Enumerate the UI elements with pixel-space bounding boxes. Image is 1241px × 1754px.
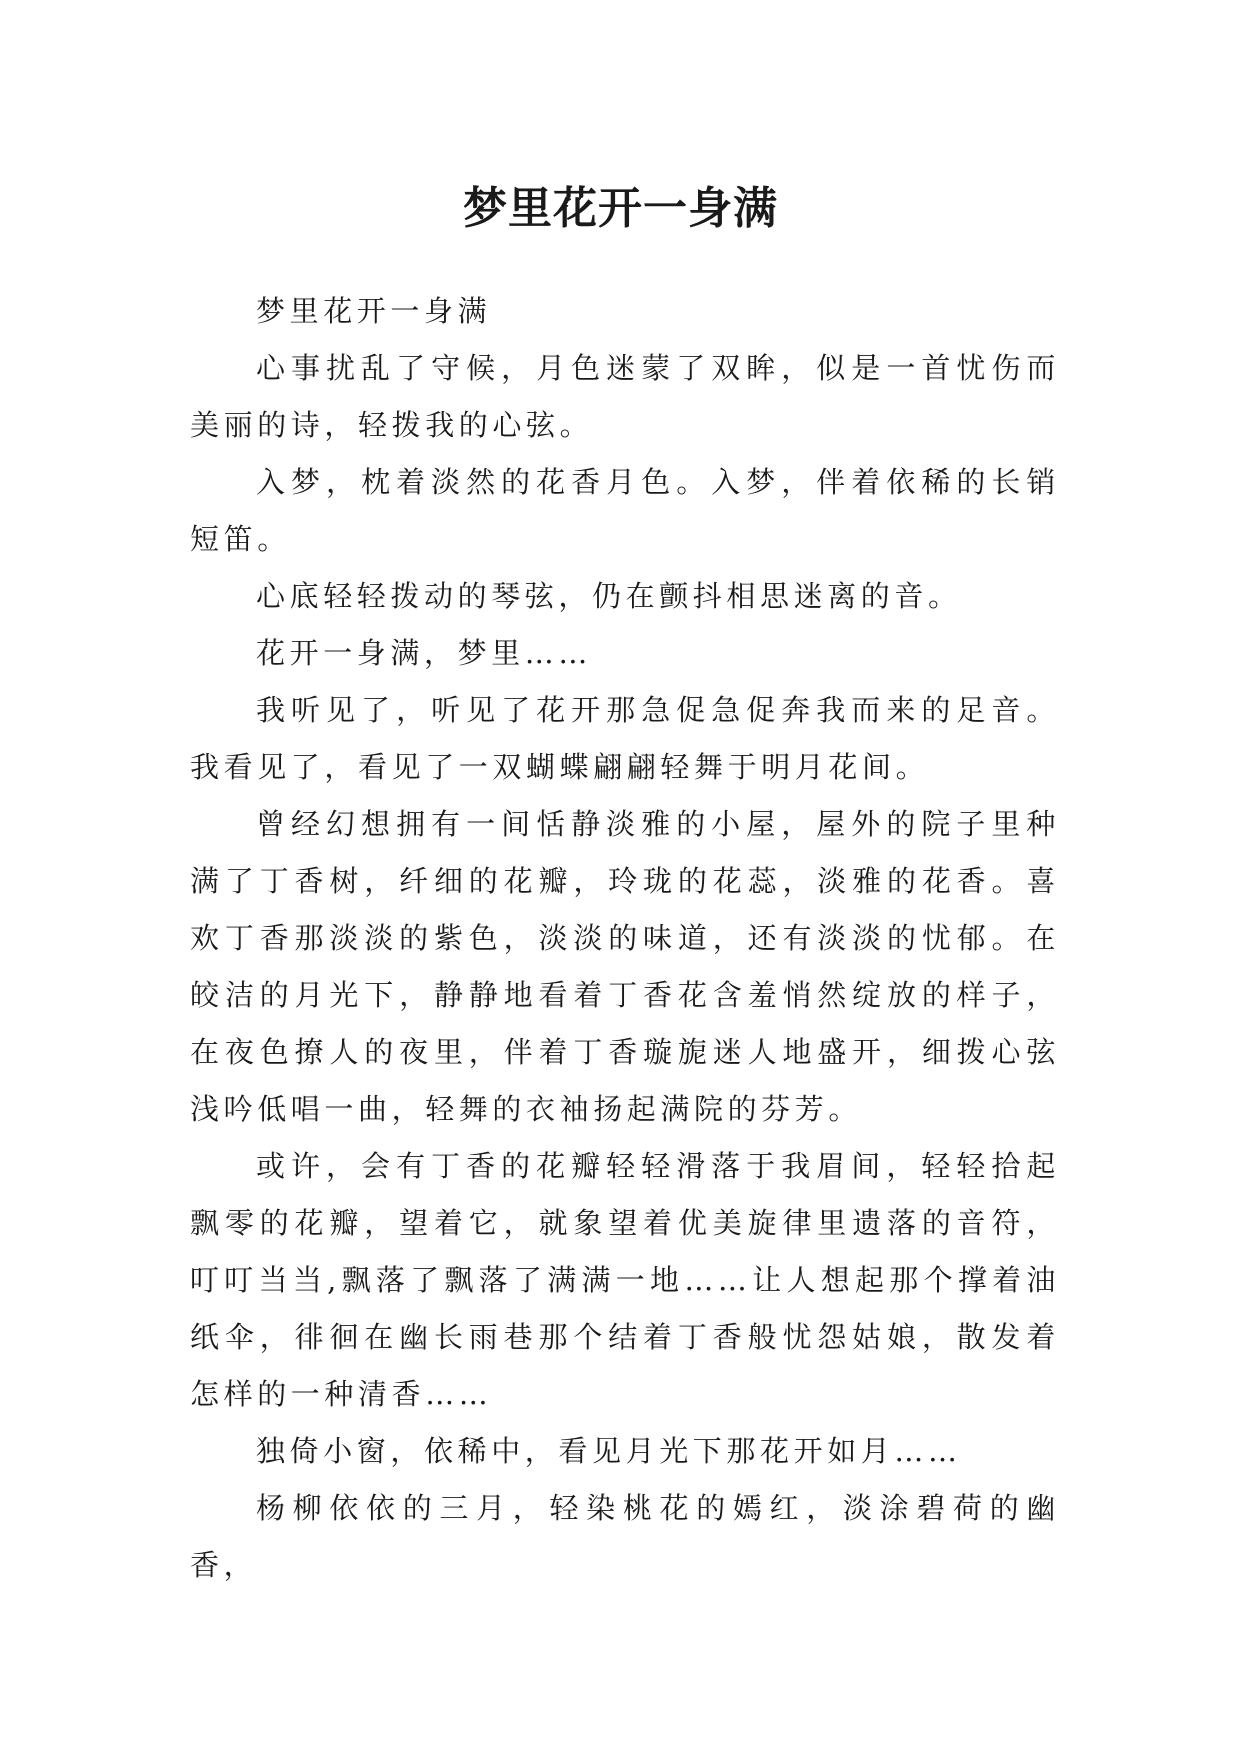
paragraph: 梦里花开一身满 xyxy=(256,294,492,328)
document-body xyxy=(190,283,1060,1594)
paragraph: 我听见了，听见了花开那急促急促奔我而来的足音。我看见了，看见了一双蝴蝶翩翩轻舞于明月花间。 xyxy=(190,693,1060,784)
paragraph: 曾经幻想拥有一间恬静淡雅的小屋，屋外的院子里种满了丁香树，纤细的花瓣，玲珑的花蕊，淡雅的花香。喜欢丁香那淡淡的紫色，淡淡的味道，还有淡淡的忧郁。在皎洁的月光下，静静地看着丁香花含羞悄然绽放的样子，在夜色撩人的夜里，伴着丁香璇旎迷人地盛开，细拨心弦浅吟低唱一曲，轻舞的衣袖扬起满院的芬芳。 xyxy=(190,807,1060,1126)
paragraph: 独倚小窗，依稀中，看见月光下那花开如月…… xyxy=(256,1434,962,1468)
paragraph: 杨柳依依的三月，轻染桃花的嫣红，淡涂碧荷的幽香， xyxy=(190,1491,1060,1582)
paragraph: 心事扰乱了守候，月色迷蒙了双眸，似是一首忧伤而美丽的诗，轻拨我的心弦。 xyxy=(190,351,1060,442)
document-title: 梦里花开一身满 xyxy=(463,183,778,235)
paragraph: 入梦，枕着淡然的花香月色。入梦，伴着依稀的长销短笛。 xyxy=(190,465,1060,556)
paragraph: 心底轻轻拨动的琴弦，仍在颤抖相思迷离的音。 xyxy=(256,579,962,613)
paragraph: 或许，会有丁香的花瓣轻轻滑落于我眉间，轻轻拾起飘零的花瓣，望着它，就象望着优美旋律里遗落的音符，叮叮当当,飘落了飘落了满满一地……让人想起那个撑着油纸伞，徘徊在幽长雨巷那个结着丁香般忧怨姑娘，散发着怎样的一种清香…… xyxy=(190,1149,1060,1411)
paragraph: 花开一身满，梦里…… xyxy=(256,636,593,670)
